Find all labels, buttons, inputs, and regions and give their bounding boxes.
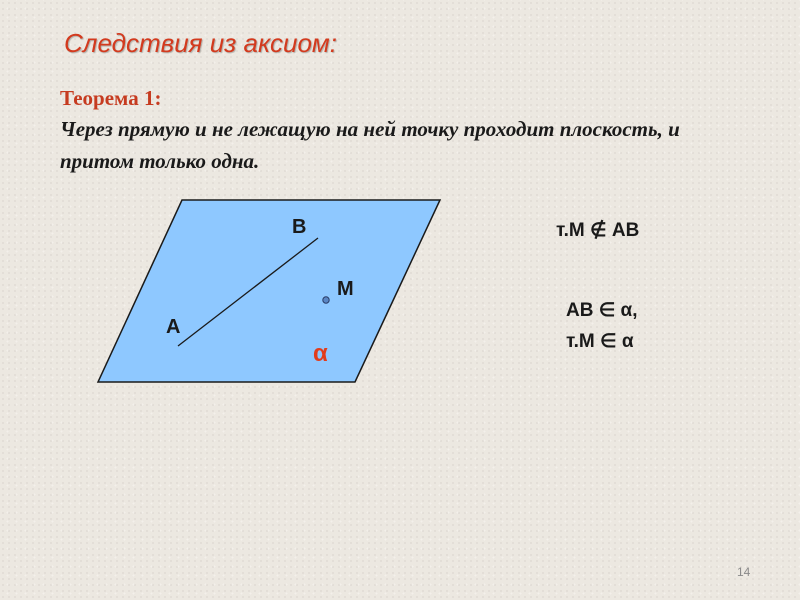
plane-alpha [98,200,440,382]
theorem-text: Через прямую и не лежащую на ней точку проходит плоскость, и притом только одна. [60,117,680,173]
plane-alpha-label: α [313,340,328,367]
point-b-label: В [292,216,307,238]
formula-ab-in-alpha: АВ ∈ α, [566,300,638,321]
point-m-label: М [337,278,354,300]
page-number: 14 [737,565,751,579]
formula-m-in-alpha: т.М ∈ α [566,331,634,352]
slide-title: Следствия из аксиом: [64,28,337,58]
point-m-dot [323,297,329,303]
theorem-label: Теорема 1: [60,86,162,110]
point-a-label: А [166,316,181,338]
formula-m-not-on-ab: т.М ∉ АВ [556,220,640,241]
